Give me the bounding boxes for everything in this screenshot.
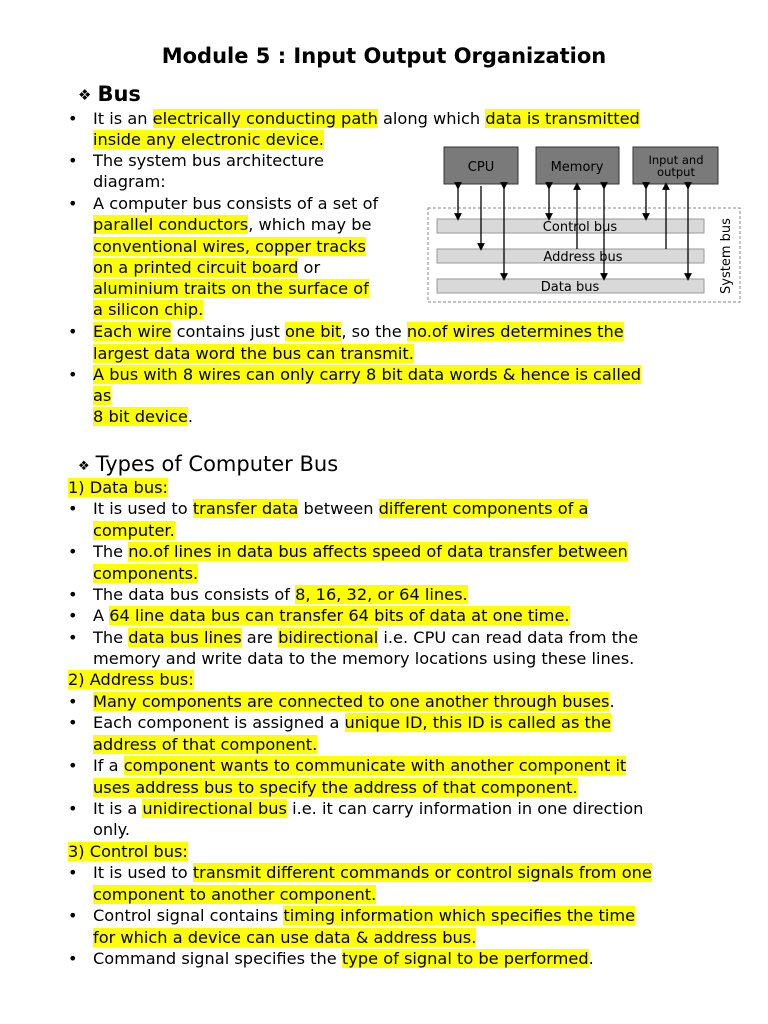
highlighted-text: 64 line data bus can transfer 64 bits of data at one time. [109,606,570,625]
diamond-bullet-icon: ❖ [78,459,90,474]
highlighted-text: electrically conducting path [152,109,378,128]
text-span: The [93,628,129,647]
highlighted-text: bidirectional [278,628,379,647]
text-line [93,321,624,342]
highlighted-text: 2) Address bus: [68,670,194,689]
text-span: diagram: [93,172,166,191]
bullet-icon: • [68,756,78,775]
text-line [93,299,203,320]
text-line [93,385,111,406]
bullet-icon: • [68,365,78,384]
bullet-icon: • [68,863,78,882]
bullet-icon: • [68,151,78,170]
text-line [93,364,641,385]
bullet-icon: • [68,585,78,604]
types-heading-text: Types of Computer Bus [95,452,339,476]
text-span: i.e. it can carry information in one direction [286,799,644,818]
text-line [93,343,414,364]
text-line [93,406,193,427]
bullet-icon: • [68,906,78,925]
text-span: The system bus architecture [93,151,324,170]
bus-heading-text: Bus [97,82,141,106]
text-span: only. [93,820,131,839]
text-span: The data bus consists of [93,585,296,604]
highlighted-text: components. [93,564,199,583]
text-line [93,605,570,626]
page-title: Module 5 : Input Output Organization [161,44,607,68]
text-span: , which may be [248,215,372,234]
text-span: i.e. CPU can read data from the [378,628,639,647]
highlighted-text: no.of lines in data bus affects speed of data transfer between [128,542,628,561]
bullet-icon: • [68,799,78,818]
system-bus-label: System bus [719,218,734,294]
highlighted-text: different components of a [378,499,589,518]
highlighted-text: for which a device can use data & address bus. [93,928,477,947]
text-line [93,648,634,669]
text-span: Each component is assigned a [93,713,345,732]
subheading [68,841,188,862]
highlighted-text: on a printed circuit board [93,258,299,277]
text-line [93,927,476,948]
text-line [93,563,198,584]
text-line [93,236,366,257]
text-span: It is a [93,799,143,818]
data-bus-label: Data bus [540,280,600,295]
highlighted-text: unidirectional bus [142,799,287,818]
text-line [93,129,324,150]
text-line [93,777,578,798]
io-label-1: Input and [648,153,704,167]
highlighted-text: unique ID, this ID is called as the [344,713,612,732]
bullet-icon: • [68,542,78,561]
bullet-icon: • [68,109,78,128]
text-line [93,819,130,840]
highlighted-text: 8, 16, 32, or 64 lines. [295,585,468,604]
bullet-icon: • [68,194,78,213]
highlighted-text: component wants to communicate with another component it [123,756,627,775]
text-span: A [93,606,110,625]
text-span: . [187,407,194,426]
highlighted-text: as [93,386,112,405]
highlighted-text: timing information which specifies the time [283,906,636,925]
highlighted-text: a silicon chip. [93,300,204,319]
bus-heading [78,81,141,109]
highlighted-text: inside any electronic device. [93,130,324,149]
text-line [93,171,166,192]
text-span: Command signal specifies the [93,949,342,968]
text-line [93,734,317,755]
text-line [93,884,376,905]
text-span: . [588,949,594,968]
highlighted-text: no.of wires determines the [406,322,624,341]
highlighted-text: conventional wires, [93,237,256,256]
text-line [93,798,643,819]
highlighted-text: data bus lines [128,628,242,647]
text-line [93,627,638,648]
highlighted-text: 3) Control bus: [68,842,188,861]
text-line [93,691,615,712]
highlighted-text: 1) Data bus: [68,478,168,497]
io-label-2: output [657,165,695,179]
text-span: along which [377,109,486,128]
highlighted-text: A bus with 8 wires can only carry 8 bit data words & hence is called [93,365,642,384]
text-line [93,541,628,562]
highlighted-text: data is transmitted [485,109,640,128]
diamond-bullet-icon: ❖ [78,86,92,104]
highlighted-text: uses address bus to specify the address of that component. [93,778,578,797]
bullet-icon: • [68,713,78,732]
subheading [68,477,168,498]
text-span: It is used to [93,863,193,882]
text-line [93,150,324,171]
text-line [93,948,594,969]
text-line [93,712,611,733]
highlighted-text: largest data word the bus can transmit. [93,344,414,363]
highlighted-text: one bit [284,322,342,341]
bullet-icon: • [68,949,78,968]
control-bus-label: Control bus [542,220,618,235]
highlighted-text: type of signal to be performed [341,949,589,968]
cpu-label: CPU [467,160,495,175]
text-line [93,257,320,278]
text-span: are [241,628,279,647]
system-bus-diagram [426,144,742,304]
text-span: It is an [93,109,153,128]
bullet-icon: • [68,322,78,341]
bullet-icon: • [68,692,78,711]
text-line [93,584,468,605]
bullet-icon: • [68,499,78,518]
text-line [93,108,640,129]
bullet-icon: • [68,628,78,647]
highlighted-text: transmit different commands or control signals from one [192,863,652,882]
highlighted-text: copper tracks [255,237,366,256]
highlighted-text: Each wire [93,322,172,341]
address-bus-label: Address bus [543,250,623,265]
highlighted-text: component to another component. [93,885,377,904]
text-span: The [93,542,129,561]
bullet-icon: • [68,606,78,625]
text-line [93,755,626,776]
text-span: between [298,499,379,518]
text-span: memory and write data to the memory locations using these lines. [93,649,635,668]
text-span: A computer bus consists of a set of [93,194,379,213]
text-line [93,498,588,519]
text-line [93,520,175,541]
text-span: If a [93,756,124,775]
text-span: . [609,692,615,711]
text-span: contains just [171,322,285,341]
text-line [93,905,635,926]
text-line [93,278,369,299]
text-line [93,862,652,883]
text-span: It is used to [93,499,193,518]
highlighted-text: transfer data [192,499,299,518]
text-span: , so the [341,322,407,341]
highlighted-text: address of that component. [93,735,318,754]
text-line [93,193,378,214]
highlighted-text: parallel conductors [93,215,249,234]
text-span: Control signal contains [93,906,284,925]
subheading [68,669,194,690]
text-span: or [298,258,321,277]
text-line [93,214,371,235]
highlighted-text: computer. [93,521,175,540]
memory-label: Memory [550,160,604,175]
highlighted-text: Many components are connected to one another through buses [93,692,610,711]
highlighted-text: aluminium traits on the surface of [93,279,369,298]
highlighted-text: 8 bit device [93,407,188,426]
